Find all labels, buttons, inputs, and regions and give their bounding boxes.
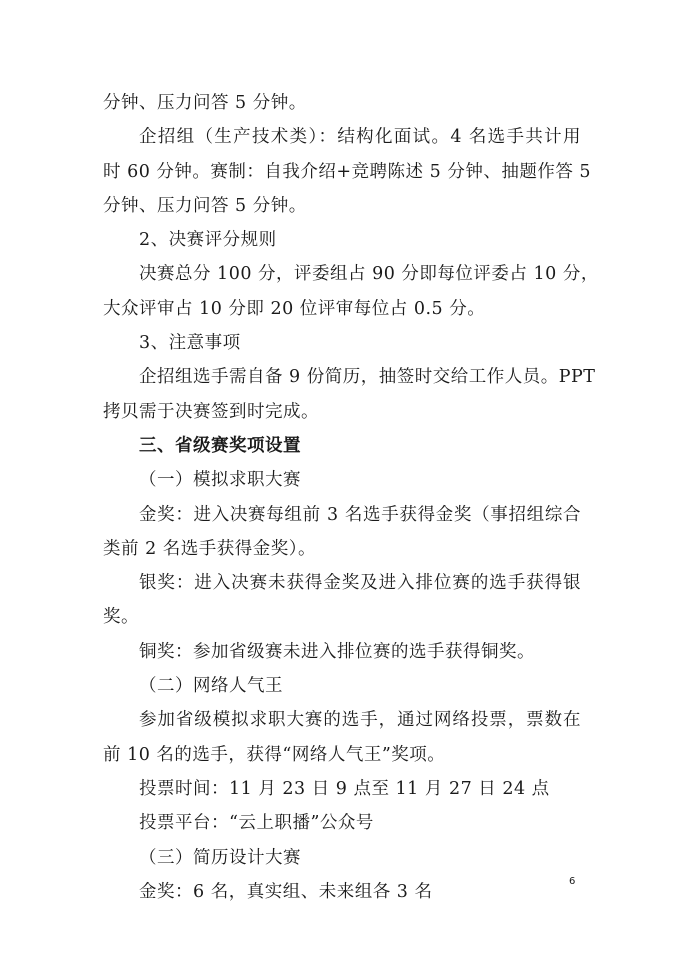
document-body (103, 86, 599, 909)
subsection-popularity-heading: （二）网络人气王 (139, 676, 283, 697)
text-line-24: 金奖：6 名，真实组、未来组各 3 名 (139, 881, 433, 902)
text-line-20: 前 10 名的选手，获得“网络人气王”奖项。 (103, 744, 446, 765)
text-line-1: 分钟、压力问答 5 分钟。 (103, 93, 307, 113)
section-awards-heading: 三、省级赛奖项设置 (139, 435, 301, 456)
page-number: 6 (569, 876, 576, 887)
text-line-9: 企招组选手需自备 9 份简历，抽签时交给工作人员。PPT (139, 367, 596, 388)
text-line-19: 参加省级模拟求职大赛的选手，通过网络投票，票数在 (139, 710, 581, 731)
text-line-21: 投票时间：11 月 23 日 9 点至 11 月 27 日 24 点 (139, 778, 550, 799)
text-line-14: 类前 2 名选手获得金奖）。 (103, 538, 317, 559)
text-line-13: 金奖：进入决赛每组前 3 名选手获得金奖（事招组综合 (139, 504, 581, 525)
section-rules-heading: 2、决赛评分规则 (139, 230, 277, 251)
text-line-22: 投票平台：“云上职播”公众号 (139, 813, 374, 834)
text-line-15: 银奖：进入决赛未获得金奖及进入排位赛的选手获得银 (139, 573, 581, 594)
subsection-resume-heading: （三）简历设计大赛 (139, 847, 301, 868)
text-line-17: 铜奖：参加省级赛未进入排位赛的选手获得铜奖。 (139, 641, 535, 662)
text-line-2: 企招组（生产技术类）：结构化面试。4 名选手共计用 (139, 127, 581, 148)
text-line-3: 时 60 分钟。赛制：自我介绍+竞聘陈述 5 分钟、抽题作答 5 (103, 161, 592, 182)
text-line-7: 大众评审占 10 分即 20 位评审每位占 0.5 分。 (103, 298, 486, 319)
section-notes-heading: 3、注意事项 (139, 333, 241, 354)
text-line-6: 决赛总分 100 分，评委组占 90 分即每位评委占 10 分， (139, 264, 599, 285)
subsection-mock-job-heading: （一）模拟求职大赛 (139, 470, 301, 491)
text-line-10: 拷贝需于决赛签到时完成。 (103, 401, 319, 422)
text-line-16: 奖。 (103, 607, 139, 628)
text-line-4: 分钟、压力问答 5 分钟。 (103, 195, 307, 216)
